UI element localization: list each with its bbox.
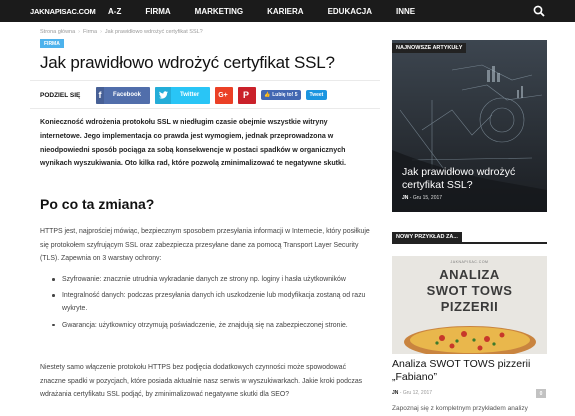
facebook-like-button[interactable] xyxy=(261,90,301,100)
author[interactable]: JN xyxy=(402,195,409,201)
section-heading: Po co ta zmiana? xyxy=(40,196,155,212)
date: Gru 15, 2017 xyxy=(412,195,443,201)
example-label: NOWY PRZYKŁAD ZA... xyxy=(392,232,462,242)
paragraph: HTTPS jest, najprościej mówiąc, bezpiecznym sposobem przesyłania informacji w Internecie, który posiłkuje się protokołem szyfrującym SSL oraz zabezpiecza przesyłane dane za pomocą Transport Layer Security (TLS). Zapewnia on 3 warstwy ochrony: xyxy=(40,228,370,263)
breadcrumb-separator: › xyxy=(78,29,81,35)
share-bar xyxy=(40,86,327,104)
list-item: Integralność danych: podczas przesyłania danych ich uszkodzenie lub modyfikacja zostaną od razu wykryte. xyxy=(50,289,370,315)
thumbs-up-icon: 👍 xyxy=(264,92,271,98)
site-logo[interactable] xyxy=(30,0,96,22)
category-badge[interactable]: FIRMA xyxy=(40,39,64,48)
breadcrumb-separator: › xyxy=(100,29,102,35)
breadcrumb-home[interactable]: Strona główna xyxy=(40,29,76,35)
tweet-label: Tweet xyxy=(309,92,324,98)
breadcrumb-category[interactable]: Firma xyxy=(83,29,98,35)
like-label: Lubię to! 5 xyxy=(272,92,298,98)
pinterest-share-button[interactable] xyxy=(238,87,256,104)
share-label: PODZIEL SIĘ xyxy=(40,91,81,99)
pinterest-icon: P xyxy=(242,90,249,100)
article-title: Jak prawidłowo wdrożyć certyfikat SSL? xyxy=(40,53,335,72)
paragraph: Niestety samo włączenie protokołu HTTPS bez podjęcia dodatkowych czynności może spowodować znaczne spadki w pozycjach, które posiada aktualnie nasz serwis w wyszukiwarkach. Jakie kroki podczas wdrażania certyfikatu SSL podjąć, by zminimalizować negatywne skutki dla SEO? xyxy=(40,364,363,399)
nav-item-inne[interactable]: INNE xyxy=(396,6,416,16)
latest-article-meta: JN - Gru 15, 2017 xyxy=(402,195,443,201)
logo-text: JAKNAPISAC.COM xyxy=(30,6,96,16)
googleplus-icon: G+ xyxy=(218,91,228,99)
googleplus-share-button[interactable] xyxy=(215,87,233,104)
tweet-button[interactable] xyxy=(306,90,328,100)
nav-item-a-z[interactable]: A-Z xyxy=(108,6,122,16)
facebook-share-button[interactable] xyxy=(96,87,150,104)
comment-count-badge[interactable]: 0 xyxy=(536,389,546,398)
thumb-line-2: SWOT TOWS xyxy=(426,283,513,298)
twitter-share-button[interactable] xyxy=(155,87,210,104)
divider xyxy=(30,108,380,109)
breadcrumb xyxy=(40,29,203,35)
latest-article-title[interactable]: Jak prawidłowo wdrożyć certyfikat SSL? xyxy=(402,166,516,191)
thumb-line-3: PIZZERII xyxy=(440,299,499,314)
date: Gru 12, 2017 xyxy=(402,390,433,396)
example-post-meta: JN - Gru 12, 2017 xyxy=(392,390,433,396)
example-post-title[interactable]: Analiza SWOT TOWS pizzerii „Fabiano” xyxy=(392,358,531,383)
top-navigation-bar xyxy=(0,0,575,22)
bullet-list xyxy=(50,273,370,335)
divider xyxy=(30,80,380,81)
main-menu xyxy=(102,0,427,22)
nav-item-firma[interactable]: FIRMA xyxy=(145,6,171,16)
author[interactable]: JN xyxy=(392,390,399,396)
list-item: Szyfrowanie: znacznie utrudnia wykradanie danych ze strony np. loginy i hasła użytkowników xyxy=(50,273,370,286)
example-thumbnail[interactable] xyxy=(392,256,547,354)
facebook-label: Facebook xyxy=(112,92,141,98)
nav-item-kariera[interactable]: KARIERA xyxy=(267,6,304,16)
facebook-icon: f xyxy=(96,87,104,104)
list-item: Gwarancja: użytkownicy otrzymują poświadczenie, że znajdują się na zabezpieczonej stronie. xyxy=(50,319,370,332)
sidebar-section-header xyxy=(392,232,547,244)
breadcrumb-current: Jak prawidłowo wdrożyć certyfikat SSL? xyxy=(104,29,203,35)
example-post-excerpt: Zapoznaj się z kompletnym przykładem analizy xyxy=(392,405,528,412)
nav-item-marketing[interactable]: MARKETING xyxy=(194,6,244,16)
nav-item-edukacja[interactable]: EDUKACJA xyxy=(327,6,373,16)
pizza-image xyxy=(392,256,547,354)
thumb-small-text: JAKNAPISAC.COM xyxy=(450,260,489,264)
search-icon[interactable] xyxy=(533,5,545,17)
twitter-icon xyxy=(155,87,171,104)
latest-articles-label: NAJNOWSZE ARTYKUŁY xyxy=(392,43,466,53)
thumb-line-1: ANALIZA xyxy=(439,267,500,282)
twitter-label: Twitter xyxy=(180,92,200,98)
article-lead: Konieczność wdrożenia protokołu SSL w niedługim czasie obejmie wszystkie witryny internetowe. Jego implementacja co prawda jest wymogiem, jednak przeprowadzona w nieodpowiedni sposób pociąga za sobą konsekwencje w postaci spadków w organicznych wynikach wyszukiwania. Oto kilka rad, które pozwolą zminimalizować te negatywne skutki. xyxy=(40,118,346,168)
